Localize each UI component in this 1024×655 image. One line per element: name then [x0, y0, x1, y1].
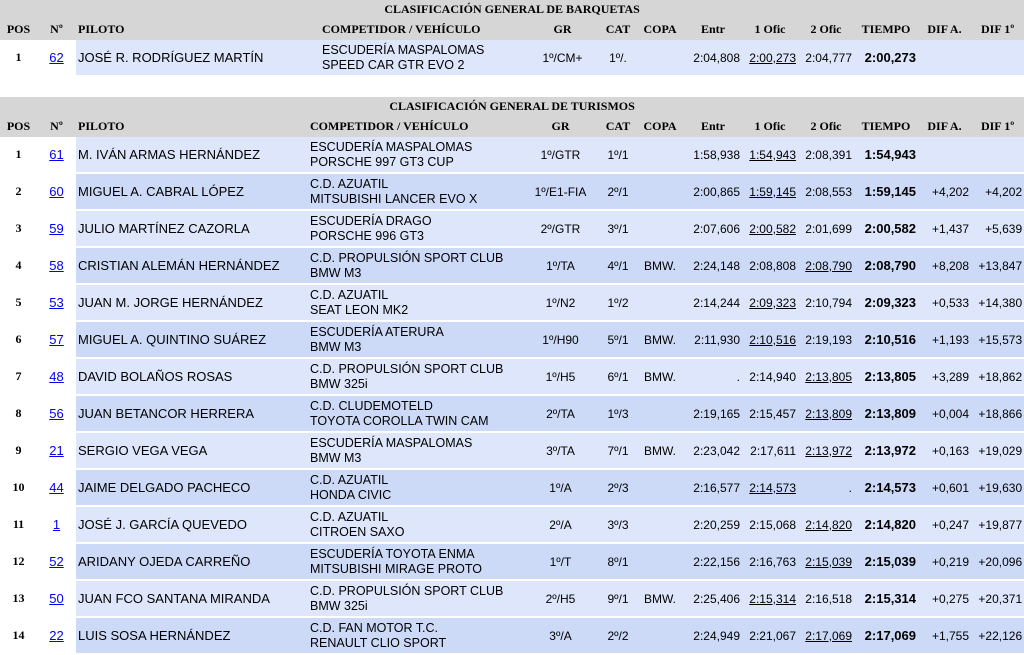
header-entr: Entr: [684, 116, 742, 137]
car-number-link[interactable]: 59: [49, 221, 64, 236]
position-cell: 9: [0, 432, 37, 469]
car-number-link[interactable]: 53: [49, 295, 64, 310]
official-run-2-time: .: [798, 469, 854, 506]
official-run-1-time: 1:59,145: [742, 173, 798, 210]
header-difa: DIF A.: [918, 19, 971, 40]
gap-leader: +19,630: [971, 469, 1024, 506]
category-cell: 1º/2: [600, 284, 636, 321]
group-cell: 1º/GTR: [521, 137, 600, 173]
competitor-vehicle-cell: [308, 173, 521, 210]
competitor-vehicle-cell: [308, 247, 521, 284]
car-number-cell: [37, 321, 76, 358]
car-number-cell: [37, 469, 76, 506]
gap-leader: +18,866: [971, 395, 1024, 432]
competitor-name: C.D. AZUATIL: [310, 472, 389, 487]
group-cell: 3º/TA: [521, 432, 600, 469]
header-copa: COPA: [636, 19, 684, 40]
group-cell: 1º/H90: [521, 321, 600, 358]
category-cell: 1º/.: [600, 40, 636, 76]
cup-cell: BMW.: [636, 358, 684, 395]
final-time: 1:59,145: [854, 173, 918, 210]
position-cell: 5: [0, 284, 37, 321]
table-row: [0, 506, 1024, 543]
header-piloto: PILOTO: [76, 116, 308, 137]
vehicle-name: BMW M3: [310, 339, 362, 354]
gap-previous: +1,193: [918, 321, 971, 358]
header-num: Nº: [37, 19, 76, 40]
gap-previous: +4,202: [918, 173, 971, 210]
official-run-1-time: 2:15,314: [742, 580, 798, 617]
official-run-1-time: 2:00,582: [742, 210, 798, 247]
cup-cell: [636, 395, 684, 432]
car-number-cell: [37, 506, 76, 543]
header-difa: DIF A.: [918, 116, 971, 137]
official-run-1-time: 2:09,323: [742, 284, 798, 321]
vehicle-name: MITSUBISHI MIRAGE PROTO: [310, 561, 483, 576]
driver-name: M. IVÁN ARMAS HERNÁNDEZ: [76, 137, 308, 173]
group-cell: 1º/CM+: [525, 40, 600, 76]
gap-leader: +20,096: [971, 543, 1024, 580]
driver-name: SERGIO VEGA VEGA: [76, 432, 308, 469]
official-run-2-time: 2:16,518: [798, 580, 854, 617]
table-row: [0, 432, 1024, 469]
driver-name: DAVID BOLAÑOS ROSAS: [76, 358, 308, 395]
competitor-name: C.D. PROPULSIÓN SPORT CLUB: [310, 361, 504, 376]
cup-cell: [636, 173, 684, 210]
competitor-name: ESCUDERÍA MASPALOMAS: [322, 42, 485, 57]
vehicle-name: TOYOTA COROLLA TWIN CAM: [310, 413, 489, 428]
category-cell: 1º/1: [600, 137, 636, 173]
competitor-vehicle-cell: [308, 469, 521, 506]
vehicle-name: BMW 325i: [310, 376, 368, 391]
position-cell: 7: [0, 358, 37, 395]
group-cell: 2º/TA: [521, 395, 600, 432]
car-number-link[interactable]: 48: [49, 369, 64, 384]
official-run-1-time: 2:00,273: [742, 40, 798, 76]
official-run-1-time: 2:10,516: [742, 321, 798, 358]
gap-leader: +19,029: [971, 432, 1024, 469]
header-dif1: DIF 1º: [971, 19, 1024, 40]
cup-cell: [636, 284, 684, 321]
header-cat: CAT: [600, 19, 636, 40]
training-time: 2:16,577: [684, 469, 742, 506]
final-time: 2:13,809: [854, 395, 918, 432]
competitor-vehicle-cell: [308, 543, 521, 580]
gap-previous: +0,247: [918, 506, 971, 543]
final-time: 2:00,582: [854, 210, 918, 247]
driver-name: JULIO MARTÍNEZ CAZORLA: [76, 210, 308, 247]
gap-leader: +4,202: [971, 173, 1024, 210]
vehicle-name: PORSCHE 996 GT3: [310, 228, 424, 243]
competitor-name: C.D. AZUATIL: [310, 176, 389, 191]
car-number-link[interactable]: 21: [49, 443, 64, 458]
vehicle-name: RENAULT CLIO SPORT: [310, 635, 447, 650]
final-time: 2:17,069: [854, 617, 918, 654]
car-number-cell: [37, 617, 76, 654]
driver-name: JUAN M. JORGE HERNÁNDEZ: [76, 284, 308, 321]
driver-name: JOSÉ R. RODRÍGUEZ MARTÍN: [76, 40, 320, 76]
competitor-vehicle-cell: [308, 432, 521, 469]
position-cell: 1: [0, 137, 37, 173]
driver-name: LUIS SOSA HERNÁNDEZ: [76, 617, 308, 654]
competitor-vehicle-cell: [308, 284, 521, 321]
final-time: 2:15,314: [854, 580, 918, 617]
competitor-name: C.D. AZUATIL: [310, 509, 389, 524]
car-number-link[interactable]: 52: [49, 554, 64, 569]
competitor-vehicle-cell: [308, 210, 521, 247]
category-cell: 3º/1: [600, 210, 636, 247]
competitor-vehicle-cell: [308, 580, 521, 617]
official-run-1-time: 2:17,611: [742, 432, 798, 469]
driver-name: JUAN FCO SANTANA MIRANDA: [76, 580, 308, 617]
gap-leader: +5,639: [971, 210, 1024, 247]
position-cell: 12: [0, 543, 37, 580]
vehicle-name: BMW M3: [310, 265, 362, 280]
group-cell: 1º/H5: [521, 358, 600, 395]
competitor-name: ESCUDERÍA MASPALOMAS: [310, 435, 473, 450]
table-row: [0, 617, 1024, 654]
training-time: 2:20,259: [684, 506, 742, 543]
car-number-link[interactable]: 62: [49, 50, 64, 65]
category-cell: 7º/1: [600, 432, 636, 469]
table-row: [0, 321, 1024, 358]
driver-name: CRISTIAN ALEMÁN HERNÁNDEZ: [76, 247, 308, 284]
barquetas-title: CLASIFICACIÓN GENERAL DE BARQUETAS: [0, 0, 1024, 19]
gap-previous: +0,533: [918, 284, 971, 321]
category-cell: 5º/1: [600, 321, 636, 358]
gap-leader: [971, 137, 1024, 173]
table-row: [0, 580, 1024, 617]
training-time: 2:19,165: [684, 395, 742, 432]
official-run-1-time: 2:08,808: [742, 247, 798, 284]
table-row: [0, 284, 1024, 321]
category-cell: 1º/3: [600, 395, 636, 432]
gap-previous: +0,219: [918, 543, 971, 580]
final-time: 2:10,516: [854, 321, 918, 358]
competitor-name: C.D. AZUATIL: [310, 287, 389, 302]
final-time: 2:13,972: [854, 432, 918, 469]
gap-leader: +20,371: [971, 580, 1024, 617]
competitor-name: ESCUDERÍA DRAGO: [310, 213, 432, 228]
table-row: [0, 173, 1024, 210]
cup-cell: BMW.: [636, 580, 684, 617]
training-time: 2:22,156: [684, 543, 742, 580]
header-copa: COPA: [636, 116, 684, 137]
position-cell: 14: [0, 617, 37, 654]
gap-leader: +18,862: [971, 358, 1024, 395]
category-cell: 2º/3: [600, 469, 636, 506]
gap-leader: +22,126: [971, 617, 1024, 654]
position-cell: 6: [0, 321, 37, 358]
cup-cell: [636, 40, 684, 76]
final-time: 2:08,790: [854, 247, 918, 284]
header-ofic1: 1 Ofic: [742, 116, 798, 137]
driver-name: JUAN BETANCOR HERRERA: [76, 395, 308, 432]
barquetas-header-row: [0, 19, 1024, 40]
competitor-vehicle-cell: [308, 395, 521, 432]
gap-previous: +0,275: [918, 580, 971, 617]
cup-cell: BMW.: [636, 247, 684, 284]
table-row: [0, 210, 1024, 247]
category-cell: 2º/1: [600, 173, 636, 210]
gap-leader: [971, 40, 1024, 76]
barquetas-table: [0, 0, 1024, 77]
official-run-2-time: 2:17,069: [798, 617, 854, 654]
car-number-link[interactable]: 1: [52, 517, 61, 532]
official-run-2-time: 2:14,820: [798, 506, 854, 543]
official-run-1-time: 2:14,573: [742, 469, 798, 506]
header-competidor: COMPETIDOR / VEHÍCULO: [320, 19, 525, 40]
car-number-link[interactable]: 57: [49, 332, 64, 347]
car-number-link[interactable]: 60: [49, 184, 64, 199]
official-run-2-time: 2:13,805: [798, 358, 854, 395]
position-cell: 8: [0, 395, 37, 432]
vehicle-name: BMW 325i: [310, 598, 368, 613]
gap-previous: [918, 137, 971, 173]
official-run-1-time: 2:14,940: [742, 358, 798, 395]
table-row: [0, 40, 1024, 76]
car-number-cell: [37, 395, 76, 432]
header-num: Nº: [37, 116, 76, 137]
car-number-cell: [37, 173, 76, 210]
car-number-cell: [37, 432, 76, 469]
training-time: .: [684, 358, 742, 395]
training-time: 2:23,042: [684, 432, 742, 469]
final-time: 2:15,039: [854, 543, 918, 580]
competitor-vehicle-cell: [320, 40, 525, 76]
car-number-link[interactable]: 58: [49, 258, 64, 273]
gap-previous: +1,437: [918, 210, 971, 247]
car-number-link[interactable]: 44: [49, 480, 64, 495]
table-row: [0, 395, 1024, 432]
training-time: 2:04,808: [684, 40, 742, 76]
table-row: [0, 247, 1024, 284]
official-run-2-time: 2:13,972: [798, 432, 854, 469]
car-number-link[interactable]: 56: [49, 406, 64, 421]
official-run-2-time: 2:08,553: [798, 173, 854, 210]
car-number-link[interactable]: 50: [49, 591, 64, 606]
competitor-name: C.D. FAN MOTOR T.C.: [310, 620, 439, 635]
official-run-2-time: 2:04,777: [798, 40, 854, 76]
gap-previous: +3,289: [918, 358, 971, 395]
competitor-vehicle-cell: [308, 321, 521, 358]
header-tiempo: TIEMPO: [854, 19, 918, 40]
training-time: 2:25,406: [684, 580, 742, 617]
final-time: 2:14,820: [854, 506, 918, 543]
vehicle-name: BMW M3: [310, 450, 362, 465]
header-piloto: PILOTO: [76, 19, 320, 40]
turismos-table: [0, 97, 1024, 655]
table-row: [0, 358, 1024, 395]
car-number-link[interactable]: 22: [49, 628, 64, 643]
training-time: 1:58,938: [684, 137, 742, 173]
header-pos: POS: [0, 19, 37, 40]
driver-name: JAIME DELGADO PACHECO: [76, 469, 308, 506]
cup-cell: [636, 210, 684, 247]
competitor-name: C.D. PROPULSIÓN SPORT CLUB: [310, 583, 504, 598]
final-time: 2:00,273: [854, 40, 918, 76]
car-number-cell: [37, 40, 76, 76]
driver-name: MIGUEL A. CABRAL LÓPEZ: [76, 173, 308, 210]
car-number-cell: [37, 247, 76, 284]
car-number-cell: [37, 284, 76, 321]
vehicle-name: MITSUBISHI LANCER EVO X: [310, 191, 478, 206]
gap-previous: +0,004: [918, 395, 971, 432]
position-cell: 10: [0, 469, 37, 506]
cup-cell: BMW.: [636, 432, 684, 469]
turismos-title: CLASIFICACIÓN GENERAL DE TURISMOS: [0, 97, 1024, 116]
competitor-vehicle-cell: [308, 506, 521, 543]
header-ofic2: 2 Ofic: [798, 19, 854, 40]
training-time: 2:07,606: [684, 210, 742, 247]
gap-leader: +14,380: [971, 284, 1024, 321]
gap-leader: +15,573: [971, 321, 1024, 358]
category-cell: 8º/1: [600, 543, 636, 580]
final-time: 1:54,943: [854, 137, 918, 173]
table-row: [0, 469, 1024, 506]
position-cell: 2: [0, 173, 37, 210]
official-run-2-time: 2:15,039: [798, 543, 854, 580]
official-run-2-time: 2:13,809: [798, 395, 854, 432]
cup-cell: [636, 506, 684, 543]
gap-previous: +0,163: [918, 432, 971, 469]
header-dif1: DIF 1º: [971, 116, 1024, 137]
gap-leader: +13,847: [971, 247, 1024, 284]
group-cell: 2º/H5: [521, 580, 600, 617]
group-cell: 1º/TA: [521, 247, 600, 284]
training-time: 2:24,148: [684, 247, 742, 284]
final-time: 2:09,323: [854, 284, 918, 321]
driver-name: ARIDANY OJEDA CARREÑO: [76, 543, 308, 580]
category-cell: 4º/1: [600, 247, 636, 284]
competitor-vehicle-cell: [308, 358, 521, 395]
cup-cell: [636, 543, 684, 580]
position-cell: 1: [0, 40, 37, 76]
car-number-cell: [37, 580, 76, 617]
header-ofic2: 2 Ofic: [798, 116, 854, 137]
official-run-1-time: 2:16,763: [742, 543, 798, 580]
driver-name: JOSÉ J. GARCÍA QUEVEDO: [76, 506, 308, 543]
header-cat: CAT: [600, 116, 636, 137]
official-run-2-time: 2:08,790: [798, 247, 854, 284]
final-time: 2:13,805: [854, 358, 918, 395]
training-time: 2:24,949: [684, 617, 742, 654]
position-cell: 11: [0, 506, 37, 543]
competitor-name: C.D. CLUDEMOTELD: [310, 398, 433, 413]
category-cell: 3º/3: [600, 506, 636, 543]
turismos-header-row: [0, 116, 1024, 137]
header-competidor: COMPETIDOR / VEHÍCULO: [308, 116, 521, 137]
vehicle-name: SEAT LEON MK2: [310, 302, 409, 317]
position-cell: 3: [0, 210, 37, 247]
gap-previous: +8,208: [918, 247, 971, 284]
vehicle-name: SPEED CAR GTR EVO 2: [322, 57, 465, 72]
header-tiempo: TIEMPO: [854, 116, 918, 137]
group-cell: 1º/N2: [521, 284, 600, 321]
cup-cell: [636, 617, 684, 654]
category-cell: 9º/1: [600, 580, 636, 617]
header-gr: GR: [525, 19, 600, 40]
gap-leader: +19,877: [971, 506, 1024, 543]
competitor-name: C.D. PROPULSIÓN SPORT CLUB: [310, 250, 504, 265]
group-cell: 1º/T: [521, 543, 600, 580]
training-time: 2:11,930: [684, 321, 742, 358]
group-cell: 2º/GTR: [521, 210, 600, 247]
table-row: [0, 543, 1024, 580]
category-cell: 6º/1: [600, 358, 636, 395]
official-run-2-time: 2:08,391: [798, 137, 854, 173]
competitor-vehicle-cell: [308, 617, 521, 654]
official-run-1-time: 2:15,457: [742, 395, 798, 432]
position-cell: 4: [0, 247, 37, 284]
car-number-cell: [37, 543, 76, 580]
vehicle-name: CITROEN SAXO: [310, 524, 405, 539]
header-ofic1: 1 Ofic: [742, 19, 798, 40]
competitor-vehicle-cell: [308, 137, 521, 173]
group-cell: 1º/E1-FIA: [521, 173, 600, 210]
car-number-cell: [37, 358, 76, 395]
official-run-2-time: 2:10,794: [798, 284, 854, 321]
group-cell: 3º/A: [521, 617, 600, 654]
competitor-name: ESCUDERÍA ATERURA: [310, 324, 444, 339]
competitor-name: ESCUDERÍA MASPALOMAS: [310, 139, 473, 154]
cup-cell: BMW.: [636, 321, 684, 358]
training-time: 2:14,244: [684, 284, 742, 321]
final-time: 2:14,573: [854, 469, 918, 506]
gap-previous: [918, 40, 971, 76]
cup-cell: [636, 469, 684, 506]
vehicle-name: PORSCHE 997 GT3 CUP: [310, 154, 454, 169]
driver-name: MIGUEL A. QUINTINO SUÁREZ: [76, 321, 308, 358]
official-run-1-time: 2:21,067: [742, 617, 798, 654]
header-entr: Entr: [684, 19, 742, 40]
header-pos: POS: [0, 116, 37, 137]
official-run-2-time: 2:19,193: [798, 321, 854, 358]
training-time: 2:00,865: [684, 173, 742, 210]
car-number-link[interactable]: 61: [49, 147, 64, 162]
group-cell: 1º/A: [521, 469, 600, 506]
car-number-cell: [37, 137, 76, 173]
vehicle-name: HONDA CIVIC: [310, 487, 392, 502]
official-run-2-time: 2:01,699: [798, 210, 854, 247]
header-gr: GR: [521, 116, 600, 137]
table-row: [0, 137, 1024, 173]
cup-cell: [636, 137, 684, 173]
official-run-1-time: 1:54,943: [742, 137, 798, 173]
section-gap: [0, 77, 1024, 97]
position-cell: 13: [0, 580, 37, 617]
category-cell: 2º/2: [600, 617, 636, 654]
group-cell: 2º/A: [521, 506, 600, 543]
official-run-1-time: 2:15,068: [742, 506, 798, 543]
competitor-name: ESCUDERÍA TOYOTA ENMA: [310, 546, 475, 561]
gap-previous: +0,601: [918, 469, 971, 506]
gap-previous: +1,755: [918, 617, 971, 654]
car-number-cell: [37, 210, 76, 247]
